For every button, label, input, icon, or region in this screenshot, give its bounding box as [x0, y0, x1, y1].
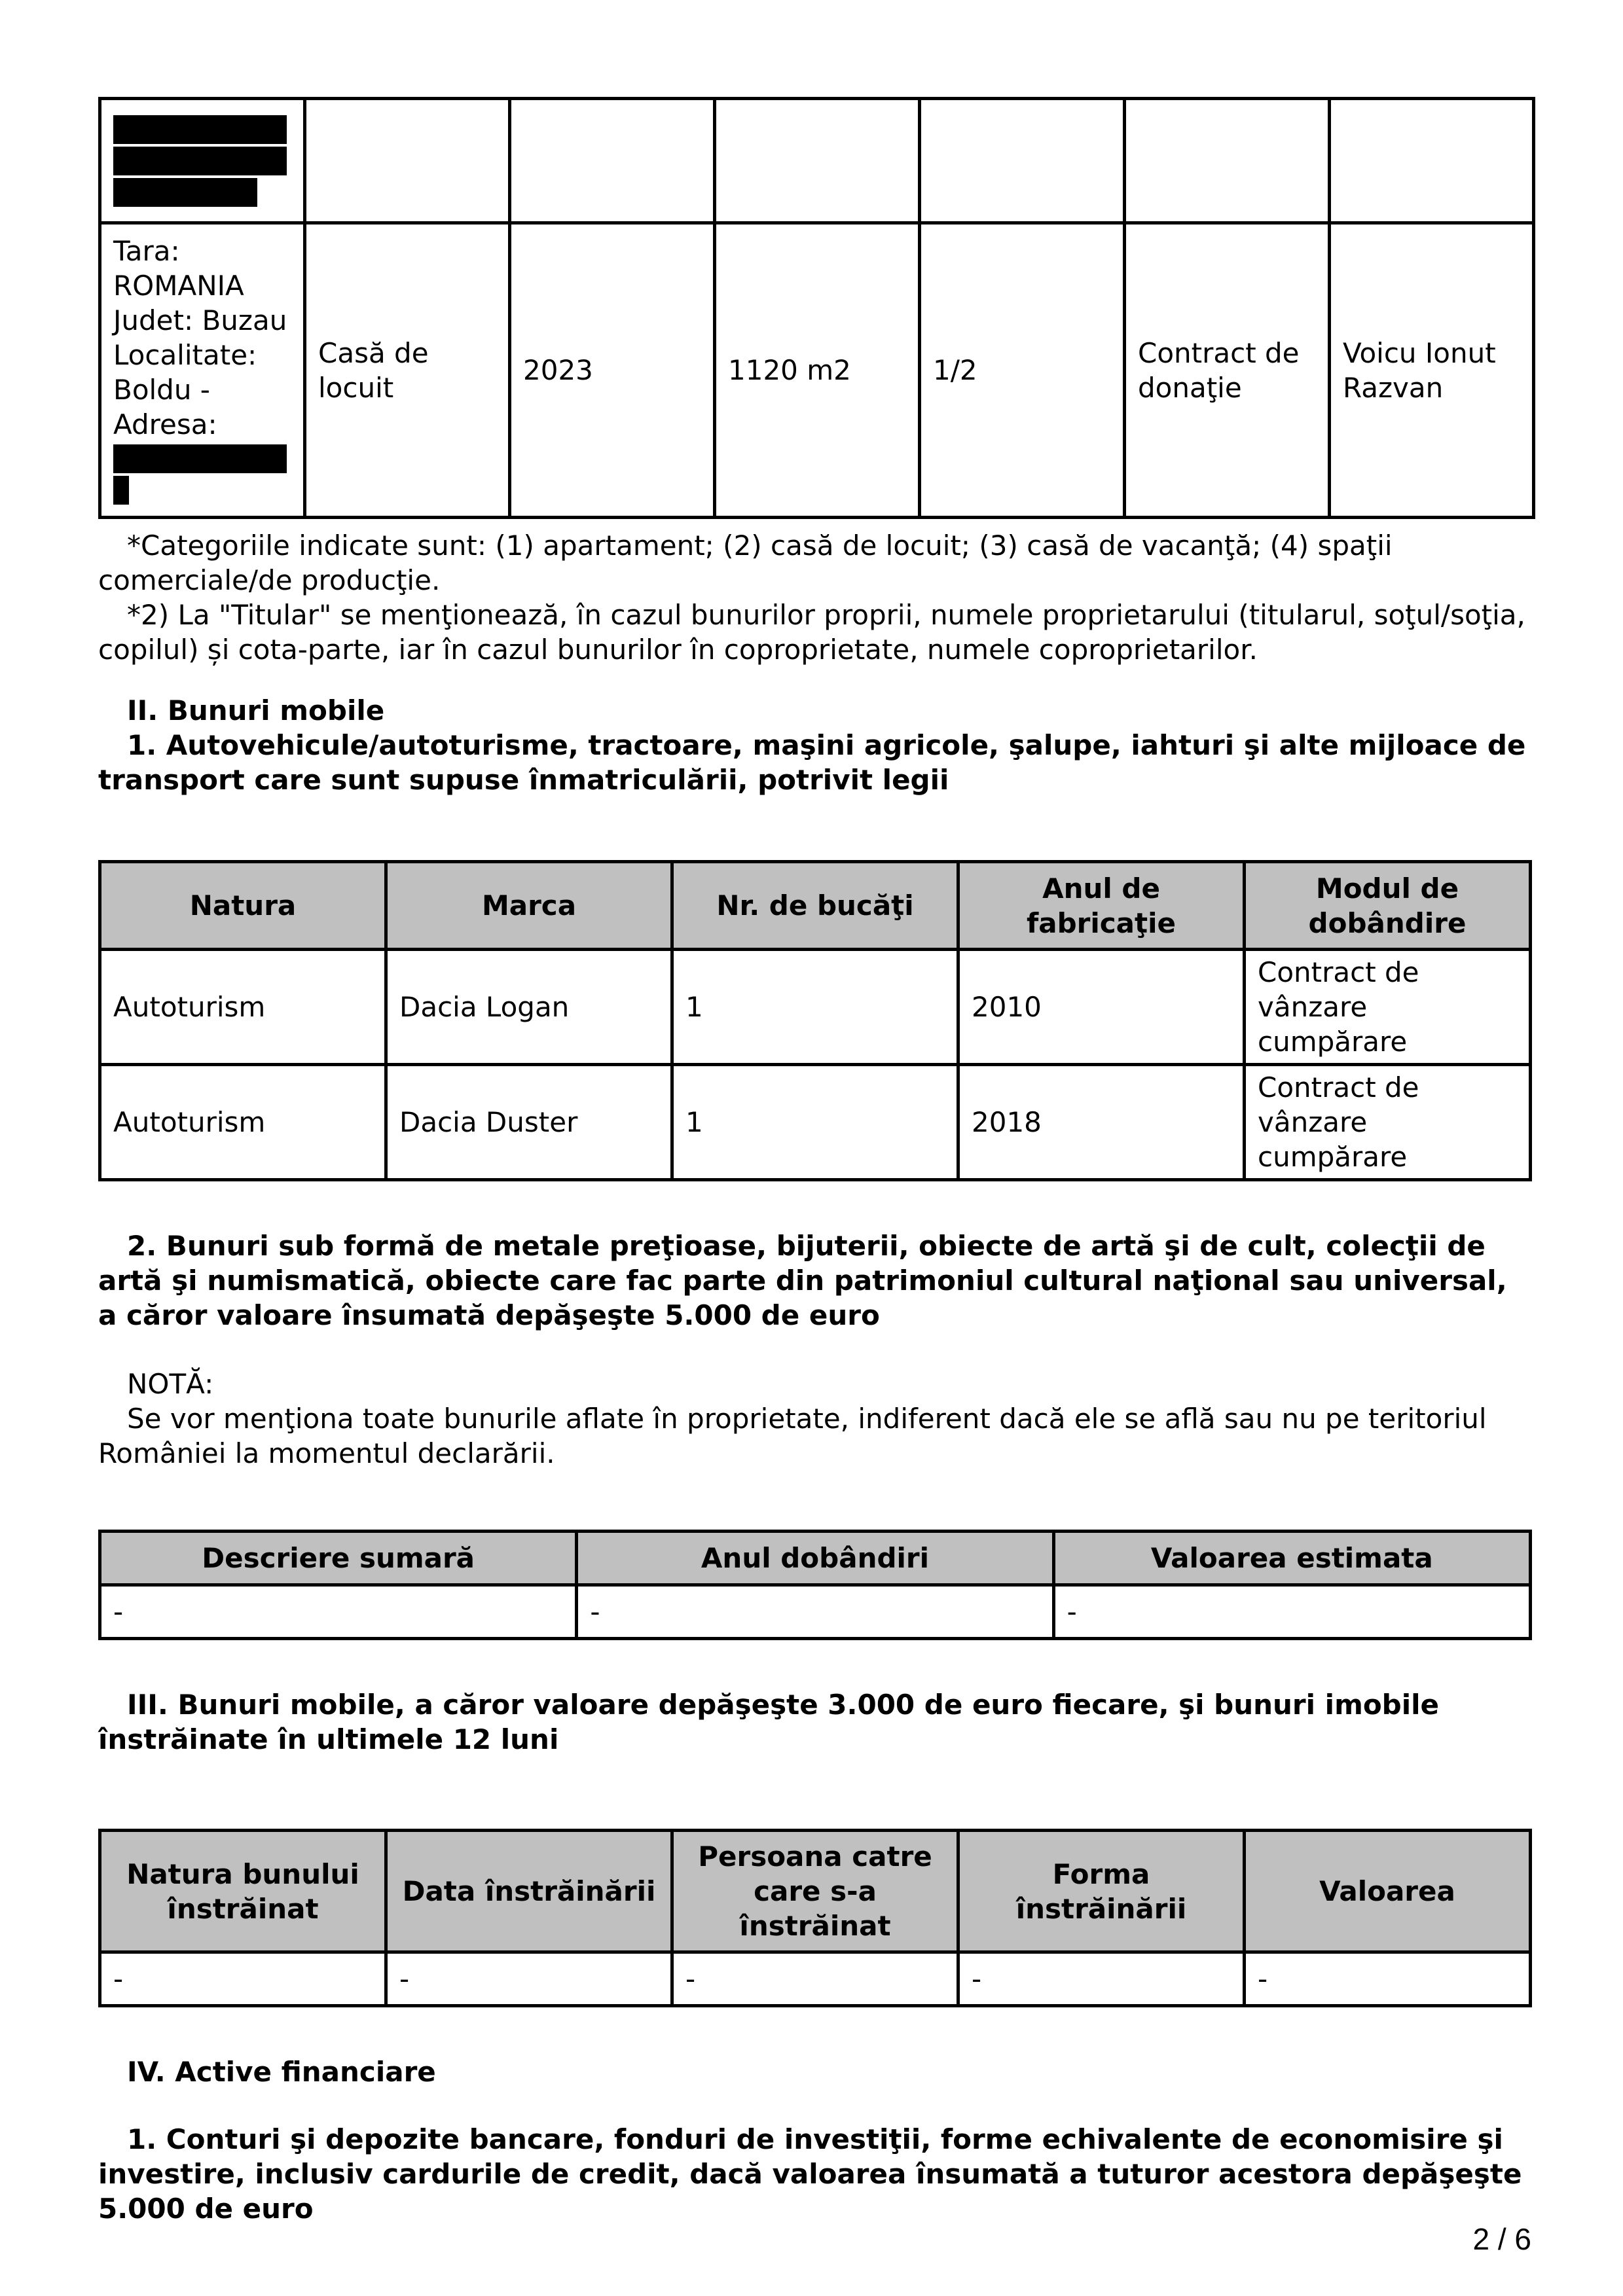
- table-header-row: [100, 1532, 1531, 1585]
- table-row: [100, 950, 1531, 1065]
- subsection-title: 2. Bunuri sub formă de metale preţioase, bijuterii, obiecte de artă şi de cult, colecţii de artă şi numismatică, obiecte care fac parte din patrimoniul cultural naţional sau universal, a căror valoare însumată depăşeşte 5.000 de euro: [98, 1230, 1507, 1331]
- table-cell: 2018: [958, 1065, 1245, 1180]
- category-note: *Categoriile indicate sunt: (1) apartament; (2) casă de locuit; (3) casă de vacanţă; (4) spaţii comerciale/de producţie.: [98, 529, 1393, 596]
- table-header-row: [100, 1831, 1531, 1952]
- table-row: [100, 1065, 1531, 1180]
- table-cell: Contract de vânzare cumpărare: [1245, 1065, 1531, 1180]
- column-header: Anul dobândiri: [577, 1532, 1053, 1585]
- table-cell: -: [1245, 1952, 1531, 2006]
- location-line: Tara:: [113, 234, 180, 267]
- year-cell: 2023: [510, 223, 715, 518]
- redaction-bar: [113, 444, 287, 473]
- column-header: Natura bunului înstrăinat: [100, 1831, 386, 1952]
- table-cell: [715, 99, 920, 223]
- column-header: Marca: [386, 862, 672, 950]
- column-header: Persoana catre care s-a înstrăinat: [672, 1831, 958, 1952]
- page-number: 2 / 6: [1472, 2222, 1531, 2256]
- section-title: III. Bunuri mobile, a căror valoare depăşeşte 3.000 de euro fiecare, şi bunuri imobile înstrăinate în ultimele 12 luni: [98, 1689, 1440, 1755]
- location-line: Localitate:: [113, 338, 257, 371]
- location-line: Boldu -: [113, 373, 210, 406]
- vehicles-table: [98, 860, 1532, 1181]
- holder-cell: Voicu Ionut Razvan: [1330, 223, 1534, 518]
- subsection-title: 1. Conturi şi depozite bancare, fonduri de investiţii, forme echivalente de economisire şi investire, inclusiv cardurile de credit, dacă valoarea însumată a tuturor acestora depăşeşte 5.000 de euro: [98, 2123, 1522, 2225]
- location-line: Judet: Buzau: [113, 304, 287, 336]
- column-header: Data înstrăinării: [386, 1831, 672, 1952]
- area-cell: 1120 m2: [715, 223, 920, 518]
- table-row: [100, 1585, 1531, 1639]
- table-cell: [510, 99, 715, 223]
- table-cell: [920, 99, 1125, 223]
- redacted-location-cell: [100, 99, 305, 223]
- column-header: Valoarea estimata: [1053, 1532, 1530, 1585]
- location-line: Adresa:: [113, 408, 217, 440]
- table-cell: 1: [672, 950, 958, 1065]
- table-cell: [305, 99, 510, 223]
- column-header: Anul de fabricaţie: [958, 862, 1245, 950]
- redaction-bar: [113, 115, 287, 144]
- table-cell: 1: [672, 1065, 958, 1180]
- table-cell: -: [1053, 1585, 1530, 1639]
- table-cell: -: [386, 1952, 672, 2006]
- table-cell: Autoturism: [100, 950, 386, 1065]
- mode-cell: Contract de donaţie: [1125, 223, 1330, 518]
- table-row: [100, 99, 1534, 223]
- redaction-bar: [113, 147, 287, 175]
- table-cell: -: [672, 1952, 958, 2006]
- column-header: Valoarea: [1245, 1831, 1531, 1952]
- alienated-assets-table: [98, 1829, 1532, 2007]
- table-cell: Contract de vânzare cumpărare: [1245, 950, 1531, 1065]
- table-cell: -: [577, 1585, 1053, 1639]
- column-header: Modul de dobândire: [1245, 862, 1531, 950]
- document-page: [98, 97, 1532, 2226]
- nota-text: Se vor menţiona toate bunurile aflate în proprietate, indiferent dacă ele se află sau nu pe teritoriul României la momentul declarării.: [98, 1403, 1487, 1469]
- section-title: II. Bunuri mobile: [127, 694, 385, 726]
- location-line: ROMANIA: [113, 269, 244, 302]
- table-row: [100, 223, 1534, 518]
- column-header: Nr. de bucăţi: [672, 862, 958, 950]
- table-cell: [1330, 99, 1534, 223]
- share-cell: 1/2: [920, 223, 1125, 518]
- table-cell: [1125, 99, 1330, 223]
- column-header: Natura: [100, 862, 386, 950]
- titular-note: *2) La "Titular" se menţionează, în cazul bunurilor proprii, numele proprietarului (titularul, soţul/soţia, copilul) și cota-parte, iar în cazul bunurilor în coproprietate, numele coproprietarilor.: [98, 599, 1525, 666]
- nota-label: NOTĂ:: [127, 1368, 214, 1400]
- subsection-title: 1. Autovehicule/autoturisme, tractoare, maşini agricole, şalupe, iahturi şi alte mijloace de transport care sunt supuse înmatriculării, potrivit legii: [98, 729, 1526, 796]
- table-cell: -: [958, 1952, 1245, 2006]
- location-cell: [100, 223, 305, 518]
- table-row: [100, 1952, 1531, 2006]
- table-cell: Dacia Logan: [386, 950, 672, 1065]
- table-cell: -: [100, 1585, 577, 1639]
- column-header: Descriere sumară: [100, 1532, 577, 1585]
- redaction-bar: [113, 476, 129, 505]
- table-cell: 2010: [958, 950, 1245, 1065]
- table-header-row: [100, 862, 1531, 950]
- redaction-bar: [113, 178, 257, 207]
- column-header: Forma înstrăinării: [958, 1831, 1245, 1952]
- table-cell: Autoturism: [100, 1065, 386, 1180]
- table-cell: -: [100, 1952, 386, 2006]
- valuables-table: [98, 1530, 1532, 1640]
- table-cell: Dacia Duster: [386, 1065, 672, 1180]
- immovables-table: [98, 97, 1535, 519]
- category-cell: Casă de locuit: [305, 223, 510, 518]
- section-title: IV. Active financiare: [127, 2056, 436, 2088]
